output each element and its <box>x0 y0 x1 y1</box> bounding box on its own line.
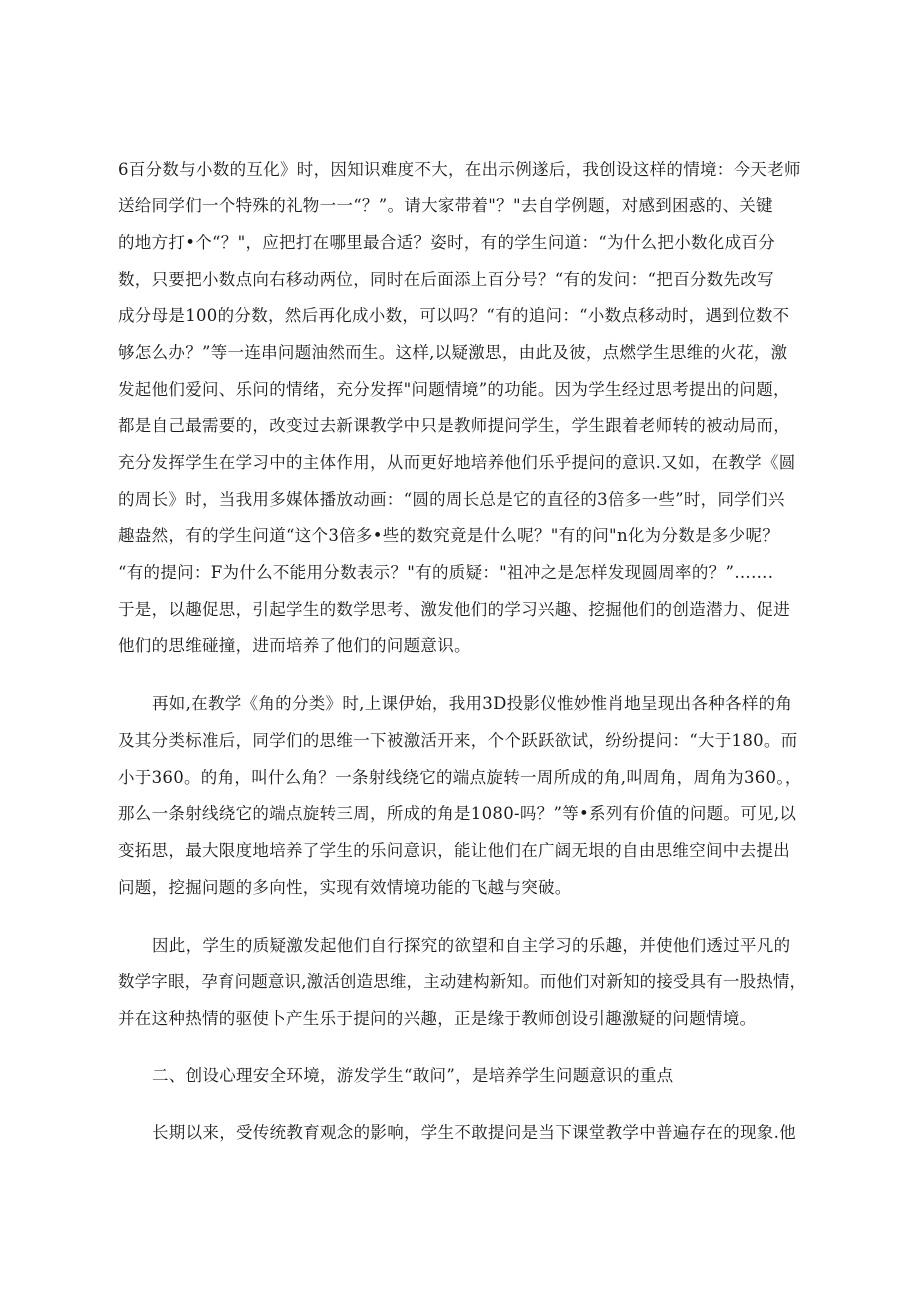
heading-line: 二、创设心理安全环境，游发学生“敢问”，是培养学生问题意识的重点 <box>152 1066 674 1085</box>
text-line: 成分母是100的分数，然后再化成小数，可以吗？“有的追问：“小数点移动时，遇到位数不 <box>118 306 790 325</box>
text-line: 数，只要把小数点向右移动两位，同时在后面添上百分号？“有的发问：“把百分数先改写 <box>118 270 774 289</box>
text-line: 长期以来，受传统教育观念的影响，学生不敢提问是当下课堂教学中普遍存在的现象.他 <box>152 1123 796 1142</box>
text-line: 于是，以趣促思，引起学生的数学思考、激发他们的学习兴趣、挖掘他们的创造潜力、促进 <box>118 600 790 619</box>
text-line: 及其分类标准后，同学们的思维一下被激活开来，个个跃跃欲试，纷纷提问：“大于180。而 <box>118 731 798 750</box>
text-line: 那么一条射线绕它的端点旋转三周，所成的角是1080-吗？”等•系列有价值的问题。可见,以 <box>118 804 797 823</box>
text-line: 送给同学们一个特殊的礼物一一“？”。请大家带着"？"去自学例题，对感到困惑的、关键 <box>118 196 773 215</box>
text-line: 再如,在教学《角的分类》时,上课伊始，我用3D投影仪惟妙惟肖地呈现出各种各样的角 <box>152 694 793 713</box>
text-line: 发起他们爱问、乐问的情绪，充分发挥"问题情境”的功能。因为学生经过思考提出的问题， <box>118 380 790 399</box>
text-line: 6百分数与小数的互化》时，因知识难度不大，在出示例遂后，我创设这样的情境：今天老师 <box>118 160 801 179</box>
text-line: 都是自己最需要的，改变过去新课教学中只是教师提问学生，学生跟着老师转的被动局而， <box>118 416 790 435</box>
text-line: 够怎么办？”等一连串问题油然而生。这样,以疑激思，由此及彼，点燃学生思维的火花，激 <box>118 343 788 362</box>
text-line: 的周长》时，当我用多媒体播放动画：“圆的周长总是它的直径的3倍多一些”时，同学们兴 <box>118 490 785 509</box>
text-line: 充分发挥学生在学习中的主体作用，从而更好地培养他们乐乎提问的意识.又如，在教学《圆 <box>118 453 796 472</box>
text-line: 他们的思维碰撞，进而培养了他们的问题意识。 <box>118 636 471 655</box>
text-line: “有的提问：F为什么不能用分数表示？"有的质疑："祖冲之是怎样发现圆周率的？”……. <box>118 563 774 582</box>
text-line: 数学字眼，孕育问题意识,激活创造思维，主动建构新知。而他们对新知的接受具有一股热情， <box>118 972 807 991</box>
text-line: 变拓思，最大限度地培养了学生的乐问意识，能让他们在广阔无垠的自由思维空间中去提出 <box>118 841 790 860</box>
text-line: 的地方打•个“？"，应把打在哪里最合适？姿时，有的学生问道：“为什么把小数化成百分 <box>118 233 775 252</box>
text-line: 因此，学生的质疑激发起他们自行探究的欲望和自主学习的乐趣，并使他们透过平凡的 <box>152 936 791 955</box>
text-line: 趣盎然，有的学生问道“这个3倍多•些的数究竟是什么呢？"有的问"n化为分数是多少呢？ <box>118 526 780 545</box>
text-line: 并在这种热情的驱使卜产生乐于提问的兴趣，正是缘于教师创设引趣激疑的问题情境。 <box>118 1009 757 1028</box>
text-line: 小于360。的角，叫什么角？一条射线绕它的端点旋转一周所成的角,叫周角，周角为360。， <box>118 768 802 787</box>
text-line: 问题，挖掘问题的多向性，实现有效情境功能的飞越与突破。 <box>118 878 572 897</box>
